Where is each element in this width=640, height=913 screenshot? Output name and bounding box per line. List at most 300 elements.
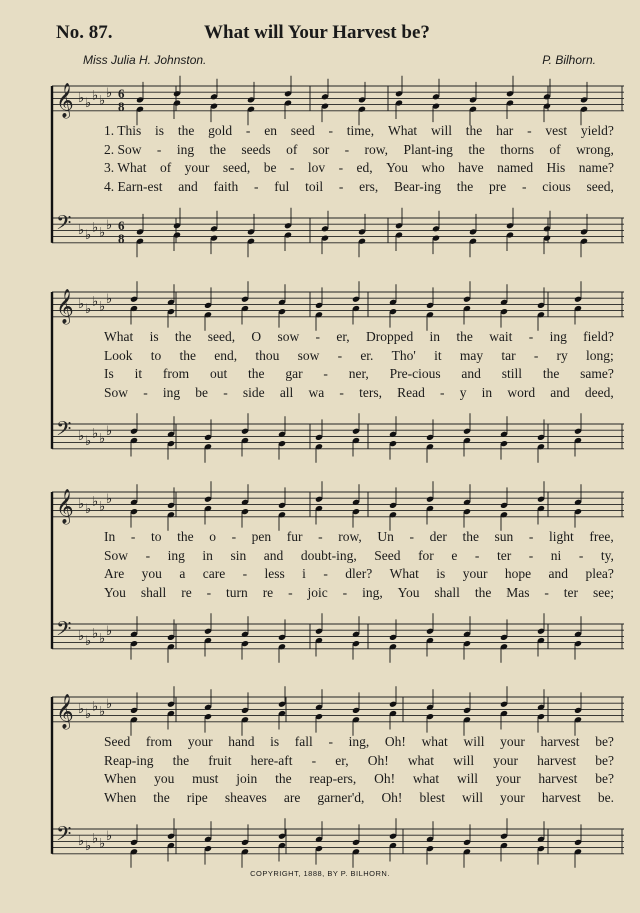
lyric-line xyxy=(104,159,614,176)
note-chord xyxy=(352,413,360,456)
lyric-syllable: ni xyxy=(550,547,562,563)
lyric-syllable: your xyxy=(500,734,525,749)
note-chord xyxy=(389,619,397,662)
lyric-syllable: the xyxy=(275,771,292,786)
lyric-syllable: ner, xyxy=(348,366,369,381)
note-chord xyxy=(463,413,471,456)
note-chord xyxy=(315,821,323,864)
lyric-syllable: Un xyxy=(377,529,394,544)
lyric-syllable: row, xyxy=(364,141,389,157)
lyric-syllable: ing, xyxy=(348,734,370,749)
lyric-syllable: to xyxy=(150,347,162,363)
note-chord xyxy=(204,287,212,330)
lyric-syllable: - xyxy=(328,734,333,749)
lyric-syllable: e xyxy=(451,547,458,563)
lyric-syllable: ripe xyxy=(186,789,208,805)
lyric-syllable: harvest xyxy=(537,752,577,768)
lyric-syllable: join xyxy=(236,771,258,786)
note-chord xyxy=(426,689,434,732)
svg-text:♭: ♭ xyxy=(99,704,106,720)
lyric-syllable: 2. Sow xyxy=(104,141,142,157)
note-chord xyxy=(278,487,286,530)
lyric-syllable: - xyxy=(440,384,445,400)
lyric-syllable: Oh! xyxy=(374,771,396,786)
note-chord xyxy=(463,824,471,867)
lyric-syllable: will xyxy=(453,752,475,768)
svg-text:♭: ♭ xyxy=(78,429,85,444)
lyric-syllable: - xyxy=(315,329,321,344)
lyric-syllable: fall xyxy=(294,734,313,749)
svg-text:♭: ♭ xyxy=(99,299,106,315)
lyric-syllable: will xyxy=(462,789,484,805)
lyric-syllable: shall xyxy=(140,584,167,600)
svg-text:♭: ♭ xyxy=(78,297,85,312)
lyric-syllable: - xyxy=(288,584,293,600)
lyric-syllable: your xyxy=(495,771,521,786)
lyric-syllable: the xyxy=(542,366,560,381)
lyric-line xyxy=(104,752,614,769)
lyric-line xyxy=(104,770,614,787)
lyric-syllable: from xyxy=(162,366,190,381)
lyric-syllable: Seed xyxy=(374,547,401,563)
lyric-syllable: all xyxy=(279,384,294,400)
note-chord xyxy=(241,692,249,735)
note-chord xyxy=(284,76,292,119)
lyric-syllable: who xyxy=(421,160,445,175)
hymn-number: No. 87. xyxy=(56,22,113,43)
lyric-syllable: light xyxy=(549,529,574,544)
lyric-syllable: - xyxy=(409,529,414,544)
svg-text:𝄢: 𝄢 xyxy=(56,417,72,445)
lyric-syllable: seed, xyxy=(586,178,614,194)
svg-text:♭: ♭ xyxy=(106,624,113,640)
lyric-syllable: sow xyxy=(277,329,300,344)
svg-text:♭: ♭ xyxy=(78,223,85,238)
note-chord xyxy=(167,416,175,459)
lyric-syllable: der xyxy=(429,529,447,544)
note-chord xyxy=(130,616,138,659)
treble-staff xyxy=(52,281,624,331)
note-chord xyxy=(278,686,286,729)
lyric-syllable: - xyxy=(528,329,534,344)
lyric-syllable: His xyxy=(546,160,566,175)
svg-text:𝄞: 𝄞 xyxy=(56,289,74,324)
lyric-syllable: ter xyxy=(563,584,579,600)
lyric-syllable: out xyxy=(209,366,228,381)
svg-text:𝄢: 𝄢 xyxy=(56,617,72,645)
note-chord xyxy=(432,79,440,122)
lyric-syllable: long; xyxy=(586,347,614,363)
lyric-syllable: be? xyxy=(595,734,614,749)
lyric-syllable: ing xyxy=(162,384,181,400)
svg-text:𝄢: 𝄢 xyxy=(56,822,72,850)
note-chord xyxy=(543,79,551,122)
lyric-syllable: may xyxy=(459,347,484,363)
note-chord xyxy=(426,419,434,462)
svg-text:♭: ♭ xyxy=(85,838,92,854)
svg-text:♭: ♭ xyxy=(85,706,92,722)
note-chord xyxy=(463,281,471,324)
lyric-syllable: will xyxy=(456,771,478,786)
lyric-line xyxy=(104,384,614,401)
note-chord xyxy=(167,284,175,327)
svg-text:♭: ♭ xyxy=(78,629,85,644)
svg-text:♭: ♭ xyxy=(106,697,113,713)
lyric-syllable: doubt-ing, xyxy=(300,547,357,563)
svg-text:♭: ♭ xyxy=(92,294,99,310)
note-chord xyxy=(537,481,545,524)
note-chord xyxy=(537,689,545,732)
lyric-syllable: be. xyxy=(597,789,614,805)
svg-text:6: 6 xyxy=(118,86,125,101)
lyric-syllable: ter xyxy=(496,547,512,563)
lyric-syllable: garner'd, xyxy=(317,789,365,805)
note-chord xyxy=(130,413,138,456)
lyric-syllable: in xyxy=(429,329,441,344)
lyric-line xyxy=(104,547,614,564)
note-chord xyxy=(241,413,249,456)
note-chord xyxy=(469,214,477,257)
note-chord xyxy=(574,824,582,867)
lyric-syllable: and xyxy=(263,547,284,563)
note-chord xyxy=(204,481,212,524)
lyric-syllable: deed, xyxy=(584,384,614,400)
lyric-syllable: side xyxy=(242,384,265,400)
bass-staff xyxy=(52,818,624,868)
lyric-syllable: Read xyxy=(397,384,425,400)
note-chord xyxy=(321,79,329,122)
lyric-syllable: sow xyxy=(297,347,320,363)
lyric-syllable: Tho' xyxy=(391,347,416,363)
note-chord xyxy=(241,281,249,324)
svg-text:♭: ♭ xyxy=(85,633,92,649)
note-chord xyxy=(500,416,508,459)
lyric-syllable: you xyxy=(154,771,175,786)
lyric-syllable: row, xyxy=(338,529,362,544)
note-chord xyxy=(389,686,397,729)
svg-text:8: 8 xyxy=(118,231,125,246)
lyric-syllable: less xyxy=(264,566,285,581)
lyric-syllable: Sow xyxy=(104,384,129,400)
note-chord xyxy=(315,287,323,330)
lyric-syllable: O xyxy=(251,329,262,344)
svg-text:♭: ♭ xyxy=(92,626,99,642)
lyric-syllable: - xyxy=(143,384,148,400)
lyric-syllable: name? xyxy=(578,160,614,175)
treble-staff xyxy=(52,76,624,126)
lyric-syllable: see; xyxy=(592,584,614,600)
lyric-line xyxy=(104,565,614,582)
svg-text:♭: ♭ xyxy=(99,836,106,852)
svg-text:6: 6 xyxy=(118,218,125,233)
lyric-syllable: yield? xyxy=(580,123,614,138)
note-chord xyxy=(395,208,403,251)
lyric-syllable: and xyxy=(550,384,570,400)
lyric-syllable: it xyxy=(434,347,442,363)
lyric-syllable: ry xyxy=(556,347,568,363)
lyric-syllable: - xyxy=(245,123,251,138)
lyric-syllable: vest xyxy=(545,123,568,138)
lyric-syllable: thorns xyxy=(500,141,534,157)
lyric-syllable: named xyxy=(497,160,534,175)
lyric-syllable: hope xyxy=(504,566,532,581)
note-chord xyxy=(278,619,286,662)
lyric-syllable: Seed xyxy=(104,734,131,749)
lyric-syllable: seed, xyxy=(207,329,236,344)
composer-credit: P. Bilhorn. xyxy=(542,53,596,67)
svg-text:♭: ♭ xyxy=(85,95,92,111)
lyric-syllable: - xyxy=(527,123,532,138)
lyric-line xyxy=(104,733,614,750)
lyric-syllable: Look xyxy=(104,347,133,363)
lyric-syllable: en xyxy=(264,123,277,138)
lyric-syllable: still xyxy=(501,366,522,381)
lyric-syllable: and xyxy=(461,366,481,381)
svg-text:♭: ♭ xyxy=(106,492,113,508)
note-chord xyxy=(130,824,138,867)
lyric-syllable: 3. What xyxy=(104,160,147,175)
note-chord xyxy=(358,82,366,125)
svg-text:♭: ♭ xyxy=(78,497,85,512)
note-chord xyxy=(358,214,366,257)
note-chord xyxy=(204,821,212,864)
lyric-syllable: - xyxy=(474,547,480,563)
treble-staff xyxy=(52,686,624,736)
note-chord xyxy=(352,824,360,867)
lyric-syllable: When xyxy=(104,789,137,805)
lyric-syllable: reap-ers, xyxy=(309,771,357,786)
lyric-syllable: cious xyxy=(542,178,571,194)
lyric-syllable: tar xyxy=(501,347,516,363)
lyric-syllable: fur xyxy=(286,529,303,544)
note-chord xyxy=(284,208,292,251)
lyric-syllable: Is xyxy=(104,366,114,381)
lyric-syllable: Mas xyxy=(506,584,530,600)
lyric-syllable: a xyxy=(179,566,186,581)
lyric-syllable: plea? xyxy=(585,566,614,581)
note-chord xyxy=(241,484,249,527)
lyric-syllable: er, xyxy=(335,752,349,768)
lyric-syllable: your xyxy=(184,160,210,175)
lyric-syllable: You xyxy=(104,584,126,600)
note-chord xyxy=(315,613,323,656)
svg-text:𝄞: 𝄞 xyxy=(56,489,74,524)
lyric-syllable: your xyxy=(187,734,213,749)
note-chord xyxy=(247,82,255,125)
lyric-syllable: ers, xyxy=(359,178,379,194)
lyric-syllable: - xyxy=(289,160,295,175)
note-chord xyxy=(574,692,582,735)
lyric-syllable: ing xyxy=(549,329,567,344)
lyric-syllable: i xyxy=(302,566,306,581)
bass-staff xyxy=(52,413,624,463)
lyric-syllable: joic xyxy=(307,584,328,600)
lyric-syllable: have xyxy=(458,160,484,175)
lyric-syllable: seed xyxy=(290,123,315,138)
lyric-syllable: pen xyxy=(251,529,272,544)
lyric-syllable: What xyxy=(104,329,134,344)
lyric-syllable: are xyxy=(283,789,301,805)
svg-text:♭: ♭ xyxy=(106,218,113,234)
lyric-syllable: turn xyxy=(226,584,248,600)
lyric-syllable: and xyxy=(178,178,198,194)
note-chord xyxy=(389,284,397,327)
lyric-line xyxy=(104,347,614,364)
treble-staff xyxy=(52,481,624,530)
lyric-syllable: Dropped xyxy=(365,329,414,344)
svg-text:𝄞: 𝄞 xyxy=(56,694,74,729)
note-chord xyxy=(204,419,212,462)
svg-text:♭: ♭ xyxy=(78,834,85,849)
note-chord xyxy=(173,208,181,251)
lyric-syllable: the xyxy=(456,178,474,194)
lyric-syllable: here-aft xyxy=(250,752,293,768)
lyric-syllable: your xyxy=(462,566,488,581)
lyric-syllable: - xyxy=(528,547,534,563)
lyric-syllable: seed, xyxy=(222,160,251,175)
lyric-syllable: wa xyxy=(308,384,325,400)
lyric-line xyxy=(104,365,614,382)
note-chord xyxy=(321,211,329,254)
lyric-syllable: will xyxy=(463,734,485,749)
lyric-syllable: - xyxy=(318,529,323,544)
svg-text:♭: ♭ xyxy=(85,227,92,243)
lyric-syllable: - xyxy=(145,547,151,563)
lyric-syllable: When xyxy=(104,771,137,786)
lyric-syllable: Oh! xyxy=(367,752,389,768)
lyric-syllable: shall xyxy=(434,584,460,600)
lyric-syllable: is xyxy=(270,734,280,749)
note-chord xyxy=(167,487,175,530)
svg-text:♭: ♭ xyxy=(85,433,92,449)
note-chord xyxy=(395,76,403,119)
lyric-syllable: - xyxy=(223,384,228,400)
lyric-syllable: - xyxy=(338,178,344,194)
svg-text:♭: ♭ xyxy=(106,424,113,440)
svg-text:♭: ♭ xyxy=(85,501,92,517)
lyric-syllable: In xyxy=(104,529,116,544)
lyric-syllable: from xyxy=(145,734,173,749)
lyric-syllable: you xyxy=(141,566,162,581)
svg-text:♭: ♭ xyxy=(99,93,106,109)
note-chord xyxy=(167,686,175,729)
lyric-syllable: lov xyxy=(307,160,326,175)
note-chord xyxy=(352,692,360,735)
lyric-syllable: re xyxy=(262,584,274,600)
lyric-syllable: of xyxy=(286,141,298,157)
lyric-syllable: be xyxy=(263,160,277,175)
lyric-syllable: er. xyxy=(360,347,374,363)
lyric-syllable: end, xyxy=(214,347,238,363)
lyric-syllable: for xyxy=(418,547,434,563)
lyric-syllable: the xyxy=(462,529,479,544)
svg-text:♭: ♭ xyxy=(78,91,85,106)
lyric-syllable: the xyxy=(456,329,473,344)
lyric-syllable: of xyxy=(549,141,561,157)
note-chord xyxy=(389,487,397,530)
note-chord xyxy=(463,616,471,659)
note-chord xyxy=(241,824,249,867)
lyric-syllable: - xyxy=(533,347,539,363)
lyric-syllable: What xyxy=(387,123,418,138)
note-chord xyxy=(537,613,545,656)
lyric-line xyxy=(104,122,614,139)
svg-text:♭: ♭ xyxy=(92,88,99,104)
lyric-syllable: is xyxy=(155,123,165,138)
note-chord xyxy=(574,484,582,527)
lyric-line xyxy=(104,178,614,195)
lyric-line xyxy=(104,528,614,545)
note-chord xyxy=(173,76,181,119)
lyric-syllable: the xyxy=(153,789,170,805)
note-chord xyxy=(537,419,545,462)
lyric-syllable: ty, xyxy=(600,547,614,563)
lyric-syllable: gar xyxy=(285,366,303,381)
note-chord xyxy=(469,82,477,125)
note-chord xyxy=(580,214,588,257)
lyric-syllable: ed, xyxy=(356,160,373,175)
note-chord xyxy=(130,692,138,735)
lyric-syllable: - xyxy=(323,566,328,581)
lyric-syllable: - xyxy=(522,178,527,194)
bass-staff xyxy=(52,613,624,663)
lyric-syllable: - xyxy=(311,752,317,768)
note-chord xyxy=(426,821,434,864)
lyric-syllable: of xyxy=(159,160,172,175)
note-chord xyxy=(463,692,471,735)
lyric-syllable: the xyxy=(172,752,190,768)
note-chord xyxy=(130,484,138,527)
note-chord xyxy=(315,419,323,462)
lyric-syllable: the xyxy=(465,123,483,138)
lyric-syllable: y xyxy=(459,384,467,400)
lyric-syllable: - xyxy=(242,566,248,581)
lyric-syllable: same? xyxy=(580,366,614,381)
lyric-syllable: Plant-ing xyxy=(403,141,453,157)
lyric-syllable: o xyxy=(209,529,216,544)
lyric-line xyxy=(104,328,614,345)
lyric-syllable: harvest xyxy=(538,771,578,786)
lyric-syllable: - xyxy=(130,529,136,544)
lyric-syllable: toil xyxy=(305,178,324,194)
lyric-syllable: - xyxy=(344,141,350,157)
lyric-syllable: and xyxy=(548,566,569,581)
lyric-syllable: er, xyxy=(336,329,350,344)
lyric-syllable: what xyxy=(421,734,448,749)
lyric-syllable: - xyxy=(342,584,348,600)
lyric-syllable: fruit xyxy=(208,752,232,768)
note-chord xyxy=(352,616,360,659)
lyric-syllable: Oh! xyxy=(381,789,403,805)
lyric-syllable: - xyxy=(206,584,212,600)
note-chord xyxy=(543,211,551,254)
lyric-syllable: is xyxy=(436,566,446,581)
note-chord xyxy=(278,284,286,327)
note-chord xyxy=(574,413,582,456)
lyric-syllable: ing xyxy=(167,547,185,563)
lyric-syllable: what xyxy=(407,752,435,768)
bass-staff xyxy=(52,208,624,258)
lyric-syllable: harvest xyxy=(540,734,580,749)
note-chord xyxy=(500,818,508,861)
note-chord xyxy=(426,287,434,330)
note-chord xyxy=(500,619,508,662)
lyric-syllable: ters, xyxy=(359,384,382,400)
svg-text:♭: ♭ xyxy=(92,220,99,236)
lyric-syllable: the xyxy=(474,584,492,600)
note-chord xyxy=(167,619,175,662)
lyric-line xyxy=(104,789,614,806)
